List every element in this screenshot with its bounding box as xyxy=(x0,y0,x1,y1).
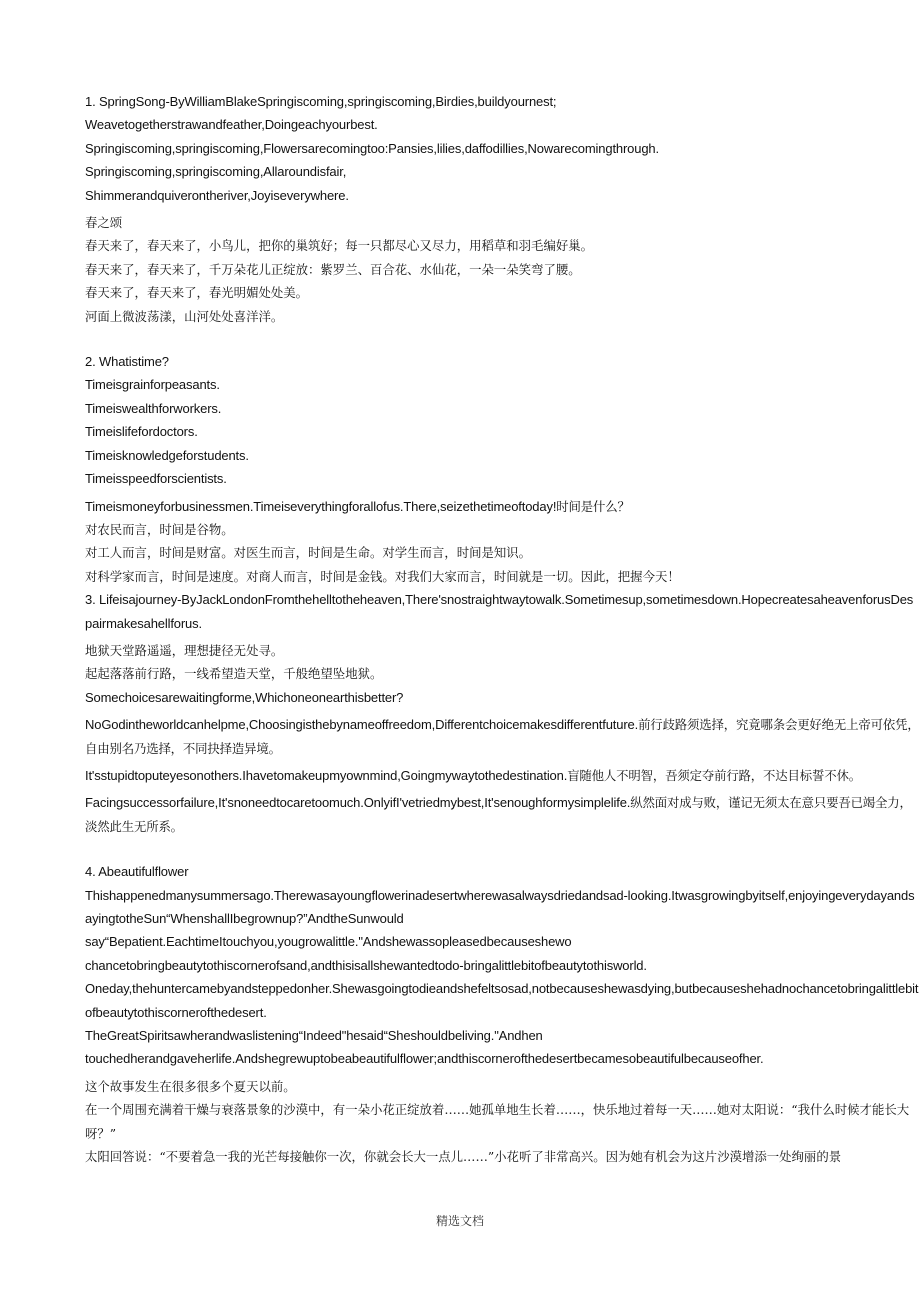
poem-text: NoGodintheworldcanhelpme,Choosingisthebynameoffreedom,Differentchoicemakesdifferentfuture. xyxy=(85,717,639,733)
translation-text: 盲随他人不明智，吾须定夺前行路，不达目标誓不休。 xyxy=(567,767,861,783)
translation-line: 对农民而言，时间是谷物。 xyxy=(85,521,234,537)
translation-line: 春天来了，春天来了，小鸟儿，把你的巢筑好；每一只都尽心又尽力，用稻草和羽毛编好巢。 xyxy=(85,238,594,254)
translation-text: 纵然面对成与败，谨记无须太在意只要吾已竭全力，淡然此生无所系。 xyxy=(85,795,912,834)
story-paragraph: Thishappenedmanysummersago.Therewasayoungflowerinadesertwherewasalwaysdriedandsad-looking.Itwasgrowingbyitself,enjoyingeverydayandsayingtotheSun“WhenshallIbegrownup?”AndtheSunwould xyxy=(85,887,915,926)
translation-line: 对科学家而言，时间是速度。对商人而言，时间是金钱。对我们大家而言，时间就是一切。因此，把握今天！ xyxy=(85,568,680,584)
poem-line: Weavetogetherstrawandfeather,Doingeachyourbest. xyxy=(85,117,378,133)
mixed-paragraph xyxy=(85,764,920,787)
story-paragraph: Oneday,thehuntercamebyandsteppedonher.Shewasgoingtodieandshefeltsosad,notbecauseshewasdying,butbecauseshehadnochancetobringalittlebitofbeautytothiscornerofthedesert. xyxy=(85,981,919,1020)
poem-line: Timeismoneyforbusinessmen.Timeiseverythingforallofus.There,seizethetimeoftoday! xyxy=(85,498,557,514)
translation-line: 春天来了，春天来了，千万朵花儿正绽放：紫罗兰、百合花、水仙花，一朵一朵笑弯了腰。 xyxy=(85,261,581,277)
poem-line: Somechoicesarewaitingforme,Whichoneonearthisbetter? xyxy=(85,689,404,705)
translation-line: 对工人而言，时间是财富。对医生而言，时间是生命。对学生而言，时间是知识。 xyxy=(85,545,532,561)
translation-title: 春之颂 xyxy=(85,215,123,231)
section-life-is-a-journey xyxy=(85,588,920,838)
document-body xyxy=(85,90,920,1168)
translation-line: 河面上微波荡漾，山河处处喜洋洋。 xyxy=(85,308,284,324)
translation-text: 前行歧路须选择，究竟哪条会更好绝无上帝可依凭，自由别名乃选择，不同抉择造异境。 xyxy=(85,717,920,756)
poem-line: Timeisknowledgeforstudents. xyxy=(85,447,249,463)
poem-line: 2. Whatistime? xyxy=(85,354,169,370)
poem-line: Springiscoming,springiscoming,Flowersarecomingtoo:Pansies,lilies,daffodillies,Nowarecomingthrough. xyxy=(85,140,659,156)
story-line: TheGreatSpiritsawherandwaslistening“Indeed"hesaid“Sheshouldbeliving."Andhen xyxy=(85,1028,543,1044)
page-footer: 精选文档 xyxy=(435,1214,484,1228)
poem-line: 1. SpringSong-ByWilliamBlakeSpringiscoming,springiscoming,Birdies,buildyournest; xyxy=(85,94,557,109)
story-line: touchedherandgaveherlife.Andshegrewuptobeabeautifulflower;andthiscornerofthedesertbecamesobeautifulbecauseofher. xyxy=(85,1051,764,1067)
translation-paragraph: 在一个周围充满着干燥与衰落景象的沙漠中，有一朵小花正绽放着……她孤单地生长着……，快乐地过着每一天……她对太阳说：“我什么时候才能长大呀？” xyxy=(85,1102,910,1141)
translation-line: 春天来了，春天来了，春光明媚处处美。 xyxy=(85,285,309,301)
story-title: 4. Abeautifulflower xyxy=(85,864,189,880)
translation-line: 地狱天堂路遥遥，理想捷径无处寻。 xyxy=(85,642,284,658)
translation-title: 时间是什么？ xyxy=(556,498,630,514)
section-what-is-time xyxy=(85,350,920,588)
story-line: chancetobringbeautytothiscornerofsand,andthisisallshewantedtodo-bringalittlebitofbeautytothisworld. xyxy=(85,957,647,973)
poem-line: Shimmerandquiverontheriver,Joyiseverywhere. xyxy=(85,187,349,203)
poem-text: Facingsuccessorfailure,It'snoneedtocaretoomuch.OnlyifI'vetriedmybest,It'senoughformysimplelife. xyxy=(85,795,631,811)
poem-line: Timeiswealthforworkers. xyxy=(85,400,222,416)
poem-line: Timeisspeedforscientists. xyxy=(85,471,227,487)
mixed-line xyxy=(85,495,920,518)
section-beautiful-flower xyxy=(85,860,920,1168)
poem-text: It'sstupidtoputeyesonothers.Ihavetomakeupmyownmind,Goingmywaytothedestination. xyxy=(85,767,568,783)
story-line: say“Bepatient.EachtimeItouchyou,yougrowalittle."Andshewassopleasedbecauseshewo xyxy=(85,934,572,950)
poem-paragraph: 3. Lifeisajourney-ByJackLondonFromthehelltotheheaven,There'snostraightwaytowalk.Sometimesup,sometimesdown.HopecreatesaheavenforusDespairmakesahellforus. xyxy=(85,592,914,631)
translation-line: 太阳回答说：“不要着急一我的光芒每接触你一次，你就会长大一点儿……”小花听了非常高兴。因为她有机会为这片沙漠增添一处绚丽的景 xyxy=(85,1149,842,1165)
translation-line: 这个故事发生在很多很多个夏天以前。 xyxy=(85,1078,296,1094)
poem-line: Timeislifefordoctors. xyxy=(85,424,198,440)
translation-line: 起起落落前行路，一线希望造天堂，千般绝望坠地狱。 xyxy=(85,666,383,682)
section-spring-song xyxy=(85,90,920,328)
mixed-paragraph xyxy=(85,791,920,838)
poem-line: Springiscoming,springiscoming,Allaroundisfair, xyxy=(85,164,347,180)
poem-line: Timeisgrainforpeasants. xyxy=(85,377,220,393)
mixed-paragraph xyxy=(85,713,920,760)
